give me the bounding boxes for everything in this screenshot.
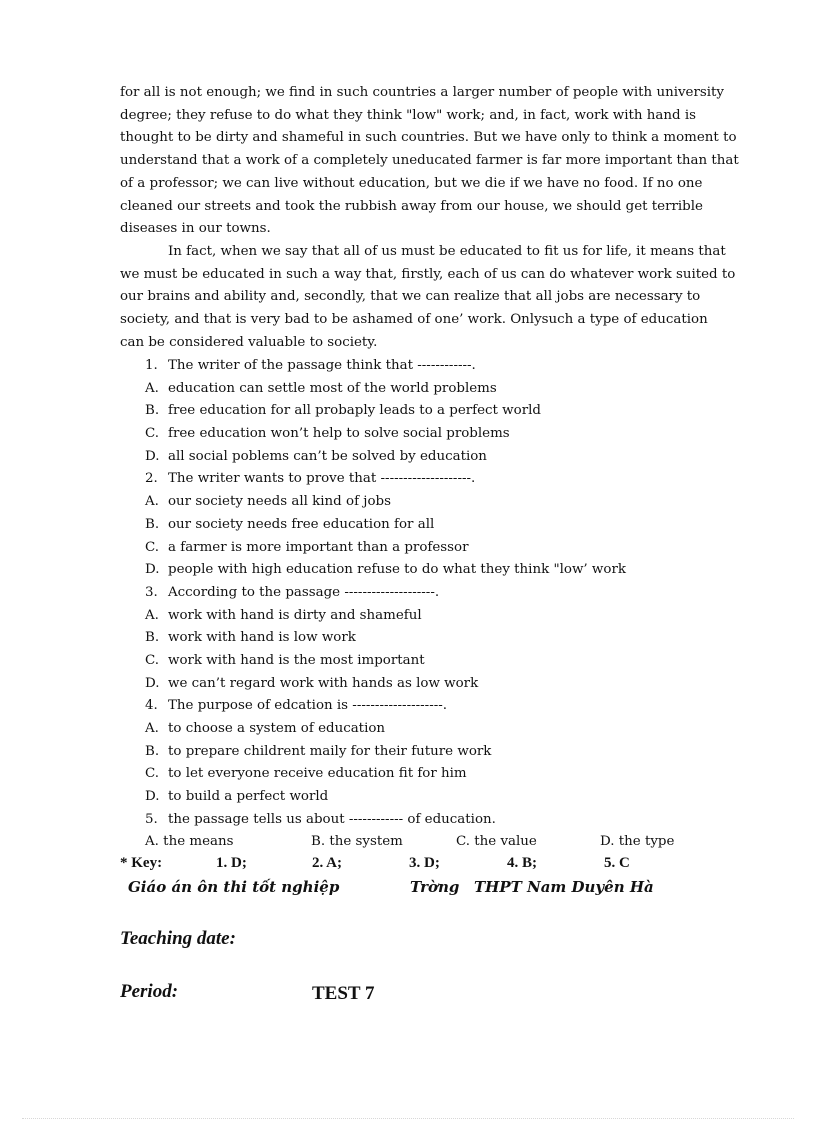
question-text: the passage tells us about ------------ of education. — [168, 811, 496, 827]
q5-option: D. the type — [600, 834, 675, 850]
option-text: to build a perfect world — [168, 789, 329, 805]
option-text: work with hand is low work — [168, 630, 356, 646]
test-title: TEST 7 — [312, 983, 375, 1004]
option-text: we can’t regard work with hands as low work — [168, 675, 479, 691]
option-label: C. — [145, 539, 160, 555]
question-text: The writer wants to prove that --------------------. — [168, 471, 476, 487]
option-text: work with hand is dirty and shameful — [168, 607, 422, 623]
option-text: education can settle most of the world problems — [168, 380, 497, 396]
question-row — [145, 582, 626, 605]
period-label: Period: — [120, 981, 179, 1002]
option-text: to prepare childrent maily for their future work — [168, 743, 492, 759]
page-footer — [0, 878, 816, 906]
question-row — [145, 809, 626, 832]
passage-line: In fact, when we say that all of us must be educated to fit us for life, it means that — [168, 244, 726, 259]
answer-option — [145, 673, 626, 696]
option-label: B. — [145, 403, 160, 419]
answer-option — [145, 423, 626, 446]
answer-option — [145, 491, 626, 514]
passage-line: society, and that is very bad to be ashamed of one’ work. Onlysuch a type of education — [120, 312, 708, 328]
answer-option — [145, 446, 626, 469]
question-row — [145, 695, 626, 718]
q5-option: C. the value — [456, 834, 537, 850]
option-label: D. — [145, 448, 160, 464]
key-answer: 3. D; — [409, 855, 440, 871]
question-text: According to the passage --------------------. — [168, 584, 440, 600]
q5-option: A. the means — [145, 834, 234, 850]
footer-right: THPT Nam Duyên Hà — [474, 878, 654, 896]
passage-line: cleaned our streets and took the rubbish away from our house, we should get terrible — [120, 198, 703, 214]
answer-option — [145, 627, 626, 650]
option-text: our society needs all kind of jobs — [168, 494, 391, 510]
answer-option — [145, 514, 626, 537]
option-label: D. — [145, 675, 160, 691]
option-label: B. — [145, 516, 160, 532]
option-text: people with high education refuse to do what they think "low’ work — [168, 562, 626, 578]
option-label: B. — [145, 630, 160, 646]
question-label: 5. — [145, 811, 158, 827]
passage-line: of a professor; we can live without education, but we die if we have no food. If no one — [120, 175, 703, 191]
option-label: A. — [145, 607, 159, 623]
option-label: C. — [145, 766, 160, 782]
footer-left: Giáo án ôn thi tốt nghiệp — [128, 878, 340, 896]
option-text: all social poblems can’t be solved by education — [168, 448, 487, 464]
question-text: The purpose of edcation is --------------------. — [168, 698, 448, 714]
answer-option — [145, 400, 626, 423]
answer-option — [145, 741, 626, 764]
passage-line: understand that a work of a completely uneducated farmer is far more important than that — [120, 153, 739, 169]
question-label: 1. — [145, 358, 158, 373]
passage-line: for all is not enough; we find in such countries a larger number of people with university — [120, 85, 724, 100]
footer-middle: Trờng — [410, 878, 460, 896]
question-label: 3. — [145, 584, 158, 600]
option-label: B. — [145, 743, 160, 759]
option-label: D. — [145, 562, 160, 578]
question-text: The writer of the passage think that ------------. — [168, 358, 476, 373]
key-answer: 1. D; — [216, 855, 247, 871]
question-label: 4. — [145, 698, 158, 714]
key-answer: 2. A; — [312, 855, 342, 871]
option-label: A. — [145, 721, 159, 736]
q5-options-row — [145, 831, 675, 854]
passage-line: we must be educated in such a way that, firstly, each of us can do whatever work suited to — [120, 266, 736, 282]
answer-option — [145, 605, 626, 628]
option-text: a farmer is more important than a professor — [168, 539, 469, 555]
passage-line: diseases in our towns. — [120, 221, 271, 237]
question-list — [145, 355, 675, 854]
option-text: free education won’t help to solve social problems — [168, 426, 510, 442]
q5-option: B. the system — [311, 834, 403, 850]
passage-line: thought to be dirty and shameful in such countries. But we have only to think a moment to — [120, 130, 737, 146]
passage-paragraph-2 — [120, 241, 736, 355]
question-row — [145, 468, 626, 491]
answer-option — [145, 537, 626, 560]
answer-option — [145, 650, 626, 673]
key-label: * Key: — [120, 855, 163, 871]
answer-option — [145, 718, 626, 741]
option-text: our society needs free education for all — [168, 516, 435, 532]
passage-line: degree; they refuse to do what they think "low" work; and, in fact, work with hand is — [120, 107, 697, 123]
option-text: work with hand is the most important — [168, 652, 425, 668]
answer-key — [0, 855, 816, 877]
answer-option — [145, 763, 626, 786]
teaching-date-label: Teaching date: — [120, 928, 236, 949]
option-label: C. — [145, 426, 160, 442]
option-label: A. — [145, 494, 159, 510]
key-answer: 5. C — [604, 855, 630, 871]
option-label: D. — [145, 789, 160, 805]
answer-option — [145, 786, 626, 809]
question-label: 2. — [145, 471, 158, 487]
passage-paragraph-1 — [120, 82, 739, 241]
option-label: A. — [145, 380, 159, 396]
option-label: C. — [145, 652, 160, 668]
answer-option — [145, 378, 626, 401]
passage-line: our brains and ability and, secondly, that we can realize that all jobs are necessary to — [120, 289, 701, 305]
question-row — [145, 355, 626, 378]
answer-option — [145, 559, 626, 582]
page-bottom-divider — [22, 1118, 794, 1119]
option-text: to choose a system of education — [168, 721, 386, 736]
passage-line: can be considered valuable to society. — [120, 334, 378, 350]
option-text: to let everyone receive education fit for him — [168, 766, 467, 782]
key-answer: 4. B; — [507, 855, 537, 871]
option-text: free education for all probaply leads to a perfect world — [168, 403, 541, 419]
